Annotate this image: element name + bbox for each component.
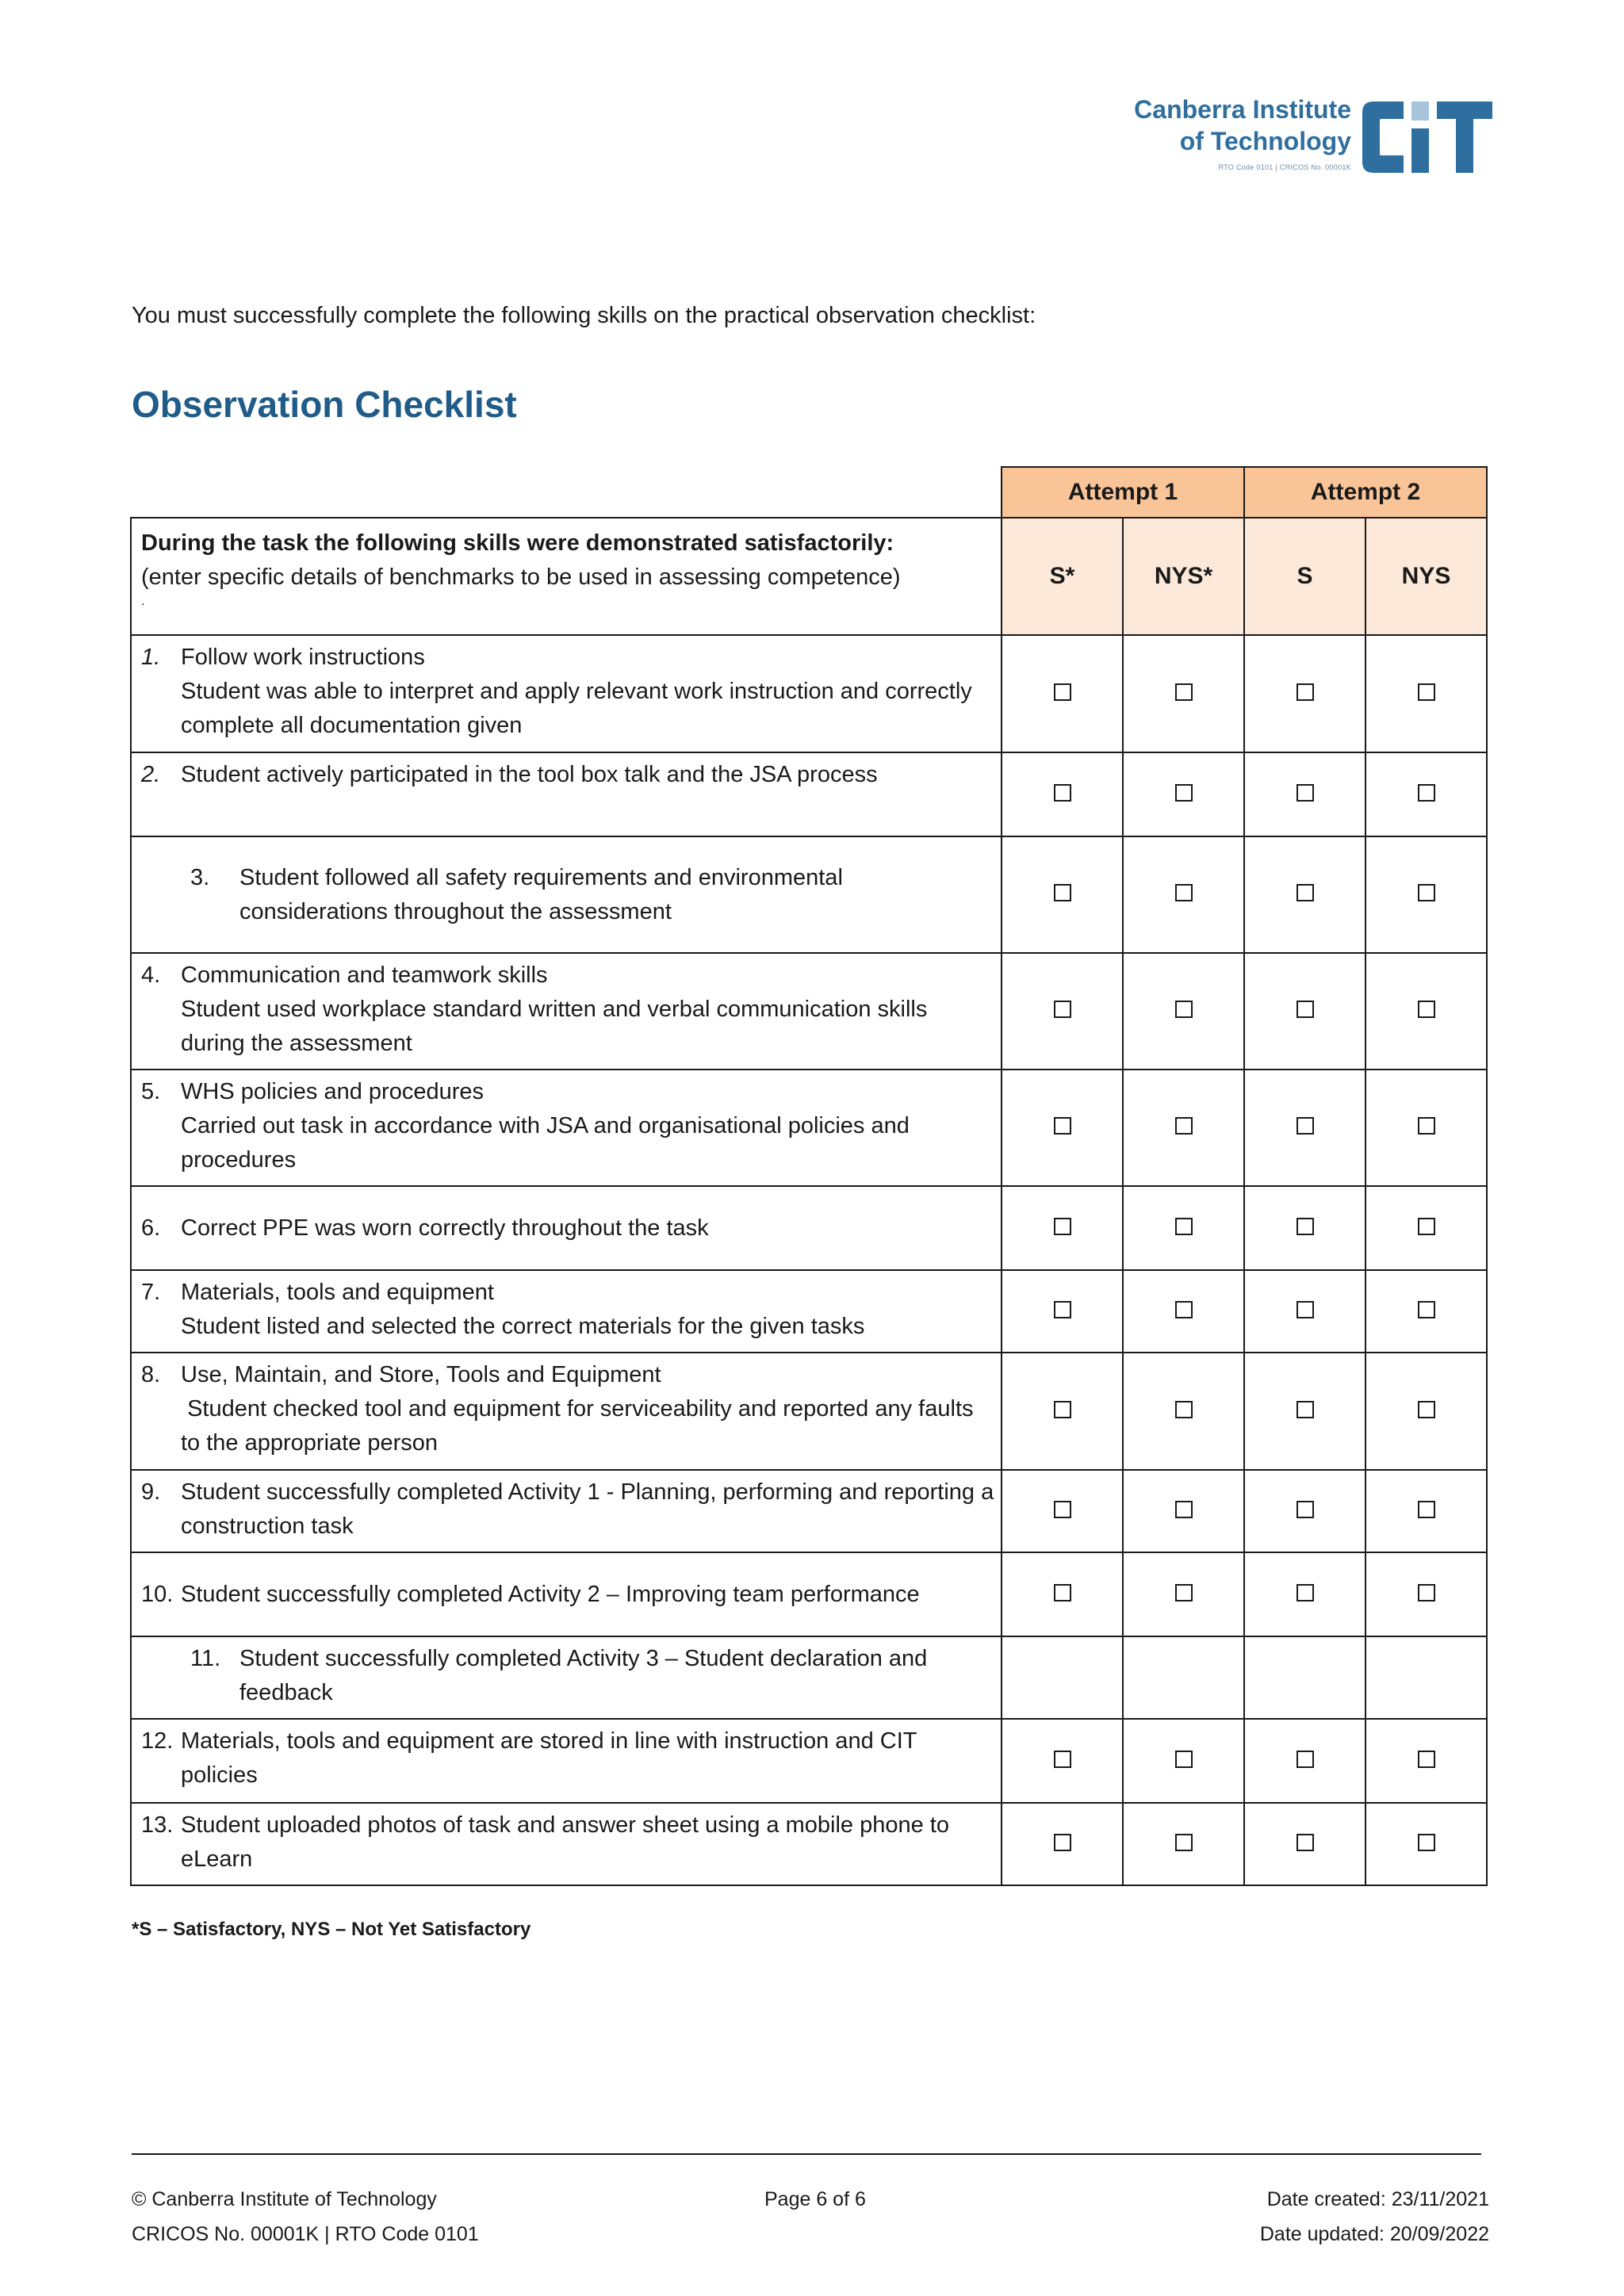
checkbox-attempt2-nys[interactable]	[1418, 1001, 1435, 1018]
footer-cricos: CRICOS No. 00001K | RTO Code 0101	[132, 2223, 479, 2245]
checkbox-attempt1-s[interactable]	[1054, 784, 1071, 802]
item-title: WHS policies and procedures	[181, 1079, 485, 1104]
checkbox-attempt2-s[interactable]	[1297, 1001, 1314, 1018]
criteria-header-dot: .	[141, 595, 145, 608]
table-row	[131, 752, 1487, 836]
checkbox-attempt1-s[interactable]	[1054, 683, 1071, 701]
item-title: Student uploaded photos of task and answer sheet using a mobile phone to eLearn	[181, 1812, 949, 1872]
item-number: 3.	[190, 864, 210, 890]
item-number: 9.	[141, 1479, 161, 1505]
attempt-2-header: Attempt 2	[1244, 467, 1487, 518]
table-row	[131, 1470, 1487, 1552]
item-number: 5.	[141, 1079, 161, 1104]
checkbox-attempt1-nys[interactable]	[1175, 1301, 1193, 1318]
item-title: Communication and teamwork skills	[181, 962, 548, 988]
checkbox-attempt1-s[interactable]	[1054, 1751, 1071, 1768]
checkbox-attempt1-s[interactable]	[1054, 1117, 1071, 1135]
checkbox-attempt2-nys[interactable]	[1418, 1117, 1435, 1135]
checkbox-attempt2-s[interactable]	[1297, 884, 1314, 901]
table-row	[131, 1803, 1487, 1885]
item-number: 4.	[141, 962, 161, 988]
item-cell	[131, 635, 1002, 752]
item-detail: Student checked tool and equipment for serviceability and reported any faults to the appropriate person	[181, 1396, 980, 1456]
logo-line-2: of Technology	[1179, 127, 1351, 155]
item-cell	[131, 752, 1002, 836]
item-number: 6.	[141, 1215, 161, 1241]
table-row	[131, 836, 1487, 953]
item-title: Follow work instructions	[181, 645, 425, 670]
checkbox-attempt1-s[interactable]	[1054, 1584, 1071, 1601]
item-cell	[131, 1803, 1002, 1885]
item-cell	[131, 953, 1002, 1070]
checkbox-attempt2-s[interactable]	[1297, 1834, 1314, 1851]
col-s-header: S	[1244, 518, 1365, 635]
checkbox-attempt1-nys[interactable]	[1175, 683, 1193, 701]
checkbox-attempt1-s[interactable]	[1054, 1001, 1071, 1018]
checkbox-attempt2-s[interactable]	[1297, 1301, 1314, 1318]
footer-copyright: © Canberra Institute of Technology	[132, 2188, 437, 2210]
checkbox-attempt1-nys[interactable]	[1175, 1584, 1193, 1601]
checkbox-attempt2-nys[interactable]	[1418, 683, 1435, 701]
item-cell	[131, 836, 1002, 953]
checkbox-attempt1-nys[interactable]	[1175, 1001, 1193, 1018]
empty-cell	[1123, 1636, 1244, 1719]
checkbox-attempt2-s[interactable]	[1297, 683, 1314, 701]
checkbox-attempt2-nys[interactable]	[1418, 1584, 1435, 1601]
checkbox-attempt1-s[interactable]	[1054, 1834, 1071, 1851]
item-title: Student successfully completed Activity 1 - Planning, performing and reporting a construction task	[181, 1479, 994, 1539]
table-row	[131, 1719, 1487, 1803]
checkbox-attempt1-nys[interactable]	[1175, 1501, 1193, 1518]
criteria-header-note: (enter specific details of benchmarks to be used in assessing competence)	[141, 564, 901, 590]
attempt-1-header: Attempt 1	[1002, 467, 1244, 518]
page-title: Observation Checklist	[132, 384, 517, 425]
checkbox-attempt1-nys[interactable]	[1175, 1117, 1193, 1135]
checkbox-attempt1-nys[interactable]	[1175, 1218, 1193, 1235]
footnote: *S – Satisfactory, NYS – Not Yet Satisfactory	[132, 1919, 531, 1940]
checkbox-attempt1-nys[interactable]	[1175, 1401, 1193, 1418]
checkbox-attempt2-s[interactable]	[1297, 1501, 1314, 1518]
item-number: 1.	[141, 645, 161, 670]
header-blank	[131, 467, 1002, 518]
logo-line-1: Canberra Institute	[1134, 95, 1351, 124]
item-detail: Student was able to interpret and apply relevant work instruction and correctly complete all documentation given	[181, 679, 972, 738]
checkbox-attempt2-nys[interactable]	[1418, 1218, 1435, 1235]
item-title: Materials, tools and equipment are stored in line with instruction and CIT policies	[181, 1728, 917, 1788]
table-row	[131, 635, 1487, 752]
item-cell	[131, 1070, 1002, 1186]
cit-logo	[1116, 94, 1496, 182]
item-title: Use, Maintain, and Store, Tools and Equipment	[181, 1362, 661, 1387]
checkbox-attempt1-s[interactable]	[1054, 884, 1071, 901]
checkbox-attempt2-s[interactable]	[1297, 1117, 1314, 1135]
item-title: Correct PPE was worn correctly throughout the task	[181, 1215, 709, 1241]
item-title: Student followed all safety requirements and environmental considerations throughout the assessment	[239, 864, 843, 924]
table-row	[131, 953, 1487, 1070]
checkbox-attempt2-s[interactable]	[1297, 1401, 1314, 1418]
cit-logo-mark-icon	[1359, 97, 1496, 178]
intro-text: You must successfully complete the following skills on the practical observation checklist:	[132, 303, 1036, 328]
item-cell	[131, 1186, 1002, 1270]
item-number: 2.	[141, 762, 161, 787]
footer-date-created: Date created: 23/11/2021	[1266, 2188, 1489, 2210]
item-number: 11.	[190, 1646, 221, 1671]
item-cell	[131, 1636, 1002, 1719]
empty-cell	[1244, 1636, 1365, 1719]
checkbox-attempt2-s[interactable]	[1297, 1218, 1314, 1235]
item-title: Student successfully completed Activity 2 – Improving team performance	[181, 1581, 920, 1607]
checkbox-attempt2-nys[interactable]	[1418, 1501, 1435, 1518]
col-nys-star-header: NYS*	[1123, 518, 1244, 635]
empty-cell	[1365, 1636, 1487, 1719]
col-nys-header: NYS	[1365, 518, 1487, 635]
checkbox-attempt2-nys[interactable]	[1418, 784, 1435, 802]
item-cell	[131, 1270, 1002, 1353]
checkbox-attempt2-nys[interactable]	[1418, 1751, 1435, 1768]
logo-small-print: RTO Code 0101 | CRICOS No. 00001K	[1218, 163, 1351, 171]
item-cell	[131, 1552, 1002, 1636]
checkbox-attempt1-nys[interactable]	[1175, 784, 1193, 802]
item-detail: Student used workplace standard written and verbal communication skills during the assessment	[181, 997, 928, 1056]
item-title: Materials, tools and equipment	[181, 1280, 494, 1305]
item-detail: Carried out task in accordance with JSA and organisational policies and procedures	[181, 1113, 910, 1173]
checkbox-attempt1-s[interactable]	[1054, 1401, 1071, 1418]
criteria-header	[131, 518, 1002, 635]
checkbox-attempt1-nys[interactable]	[1175, 884, 1193, 901]
item-cell	[131, 1470, 1002, 1552]
checkbox-attempt1-s[interactable]	[1054, 1301, 1071, 1318]
checkbox-attempt2-nys[interactable]	[1418, 1401, 1435, 1418]
checkbox-attempt1-s[interactable]	[1054, 1218, 1071, 1235]
checkbox-attempt1-s[interactable]	[1054, 1501, 1071, 1518]
empty-cell	[1002, 1636, 1123, 1719]
item-title: Student successfully completed Activity 3 – Student declaration and feedback	[239, 1646, 928, 1705]
checkbox-attempt2-nys[interactable]	[1418, 884, 1435, 901]
observation-checklist-table	[130, 466, 1488, 1886]
item-number: 10.	[141, 1581, 174, 1607]
item-number: 7.	[141, 1280, 161, 1305]
item-number: 12.	[141, 1728, 174, 1754]
checkbox-attempt2-s[interactable]	[1297, 784, 1314, 802]
item-number: 13.	[141, 1812, 174, 1838]
footer-right	[1260, 2182, 1489, 2252]
item-cell	[131, 1353, 1002, 1470]
footer-page-number: Page 6 of 6	[764, 2188, 866, 2210]
checkbox-attempt1-nys[interactable]	[1175, 1834, 1193, 1851]
footer-date-updated: Date updated: 20/09/2022	[1259, 2223, 1489, 2245]
table-row	[131, 1070, 1487, 1186]
checkbox-attempt2-nys[interactable]	[1418, 1834, 1435, 1851]
item-detail: Student listed and selected the correct materials for the given tasks	[181, 1314, 865, 1339]
criteria-header-bold: During the task the following skills were demonstrated satisfactorily:	[141, 530, 894, 556]
checkbox-attempt2-s[interactable]	[1297, 1584, 1314, 1601]
checkbox-attempt2-s[interactable]	[1297, 1751, 1314, 1768]
table-row	[131, 1186, 1487, 1270]
table-row	[131, 1353, 1487, 1470]
footer-left	[132, 2182, 479, 2252]
checkbox-attempt2-nys[interactable]	[1418, 1301, 1435, 1318]
table-row	[131, 1636, 1487, 1719]
item-number: 8.	[141, 1362, 161, 1387]
checkbox-attempt1-nys[interactable]	[1175, 1751, 1193, 1768]
item-title: Student actively participated in the tool box talk and the JSA process	[181, 762, 878, 787]
item-cell	[131, 1719, 1002, 1803]
logo-wordmark	[1134, 94, 1351, 157]
col-s-star-header: S*	[1002, 518, 1123, 635]
table-row	[131, 1552, 1487, 1636]
table-row	[131, 1270, 1487, 1353]
footer-divider	[132, 2153, 1481, 2155]
